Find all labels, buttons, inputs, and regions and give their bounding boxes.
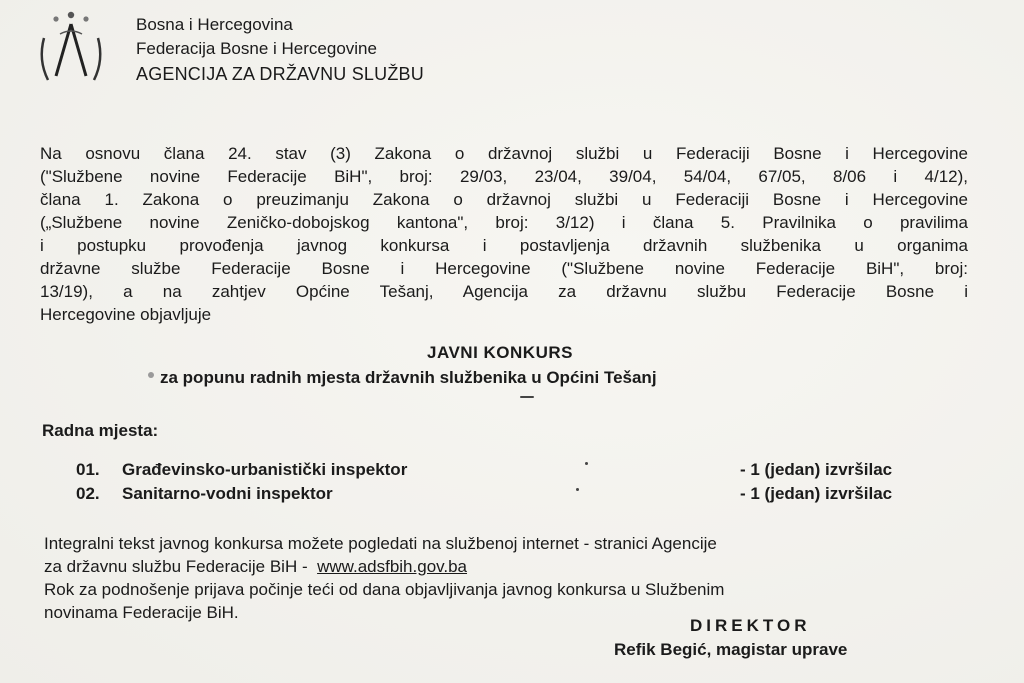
footer-paragraph bbox=[44, 532, 964, 624]
positions-label: Radna mjesta: bbox=[42, 421, 159, 440]
footer-line: novinama Federacije BiH. bbox=[44, 603, 239, 622]
signature-title: DIREKTOR bbox=[690, 616, 811, 635]
footer-line: Integralni tekst javnog konkursa možete pogledati na službenoj internet - stranici Agencije bbox=[44, 534, 717, 553]
footer-line bbox=[44, 555, 964, 578]
agency-logo-icon bbox=[36, 10, 106, 88]
position-row bbox=[76, 484, 333, 504]
announcement-title: JAVNI KONKURS bbox=[427, 343, 573, 362]
signature-name: Refik Begić, magistar uprave bbox=[614, 640, 848, 659]
header-federation: Federacija Bosne i Hercegovine bbox=[136, 39, 377, 58]
intro-line: državne službe Federacije Bosne i Hercegovine ("Službene novine Federacije BiH", broj: bbox=[40, 259, 968, 278]
position-count: - 1 (jedan) izvršilac bbox=[740, 460, 893, 479]
position-name: Građevinsko-urbanistički inspektor bbox=[122, 460, 408, 479]
announcement-subtitle: za popunu radnih mjesta državnih službenika u Općini Tešanj bbox=[160, 368, 657, 387]
header-country: Bosna i Hercegovina bbox=[136, 15, 293, 34]
intro-line: ("Službene novine Federacije BiH", broj: 29/03, 23/04, 39/04, 54/04, 67/05, 8/06 i 4/12), bbox=[40, 167, 968, 186]
footer-line-prefix: za državnu službu Federacije BiH - bbox=[44, 557, 308, 576]
intro-line: člana 1. Zakona o preuzimanju Zakona o državnoj službi u Federaciji Bosne i Hercegovine bbox=[40, 190, 968, 209]
header-agency: AGENCIJA ZA DRŽAVNU SLUŽBU bbox=[136, 64, 424, 84]
footer-line: Rok za podnošenje prijava počinje teći od dana objavljivanja javnog konkursa u Službenim bbox=[44, 580, 725, 599]
intro-line: („Službene novine Zeničko-dobojskog kantona", broj: 3/12) i člana 5. Pravilnika o pravilima bbox=[40, 213, 968, 232]
intro-line: Na osnovu člana 24. stav (3) Zakona o državnoj službi u Federaciji Bosne i Hercegovine bbox=[40, 144, 968, 163]
intro-paragraph bbox=[40, 142, 968, 326]
position-number: 01. bbox=[76, 460, 100, 479]
intro-line: i postupku provođenja javnog konkursa i postavljenja državnih službenika u organima bbox=[40, 236, 968, 255]
position-count: - 1 (jedan) izvršilac bbox=[740, 484, 893, 503]
intro-line: 13/19), a na zahtjev Općine Tešanj, Agencija za državnu službu Federacije Bosne i bbox=[40, 282, 968, 301]
print-speck bbox=[585, 462, 588, 465]
intro-line: Hercegovine objavljuje bbox=[40, 305, 212, 324]
print-speck bbox=[576, 488, 579, 491]
print-speck bbox=[520, 396, 534, 398]
print-speck bbox=[148, 372, 154, 378]
position-name: Sanitarno-vodni inspektor bbox=[122, 484, 333, 503]
agency-website-link[interactable]: www.adsfbih.gov.ba bbox=[317, 557, 468, 576]
position-number: 02. bbox=[76, 484, 100, 503]
position-row bbox=[76, 460, 407, 480]
